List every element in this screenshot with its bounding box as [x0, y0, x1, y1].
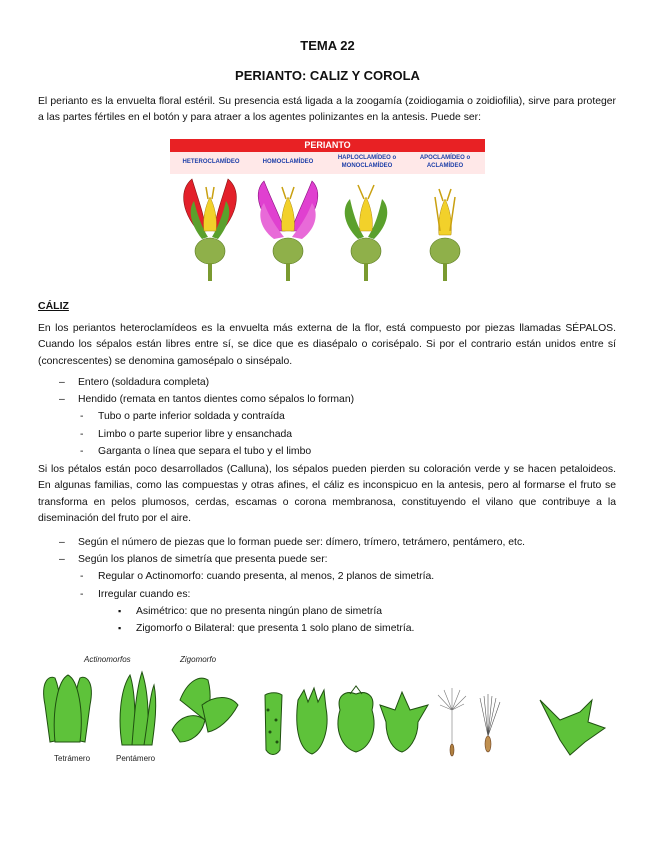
calyx-figure [40, 650, 620, 770]
perianth-figure [170, 139, 485, 287]
perianth-flowers-illustration [170, 139, 485, 287]
page-subtitle: PERIANTO: CALIZ Y COROLA [235, 68, 420, 83]
calyx-irregular [540, 700, 605, 755]
caption-pentamero: Pentámero [116, 754, 156, 763]
pappus-bristles [480, 694, 500, 752]
calyx-inflated [338, 686, 374, 752]
calyx-star [380, 692, 428, 752]
list-item: ▪ Zigomorfo o Bilateral: que presenta 1 solo plano de simetría. [38, 620, 525, 637]
calyx-illustrations [40, 650, 620, 770]
list-item: - Irregular cuando es: [38, 586, 525, 603]
list-item: – Entero (soldadura completa) [38, 374, 354, 391]
caliz-list-2 [38, 534, 525, 637]
perianth-banner: PERIANTO [170, 139, 485, 152]
label-zigomorfo: Zigomorfo [180, 655, 217, 664]
calyx-tube [265, 693, 282, 755]
intro-paragraph: El perianto es la envuelta floral estéril. Su presencia está ligada a la zoogamía (zoidiogamia o zoidiofilia), sirve para proteger a las partes fértiles en el botón y para atraer a los agentes polinizantes en la antesis. Puede ser: [38, 96, 616, 124]
flower-apoclamideo [430, 189, 460, 281]
flower-heteroclamideo [184, 179, 237, 281]
flower-haploclamideo [345, 185, 388, 281]
list-item: - Tubo o parte inferior soldada y contraída [38, 408, 354, 425]
calyx-toothed [297, 688, 327, 754]
calyx-zigomorfo [172, 678, 238, 742]
list-item: – Hendido (remata en tantos dientes como sépalos lo forman) [38, 391, 354, 408]
label-haploclamideo: HAPLOCLAMÍDEO o MONOCLAMÍDEO [337, 155, 397, 169]
list-item: ▪ Asimétrico: que no presenta ningún plano de simetría [38, 603, 525, 620]
list-item: – Según el número de piezas que lo forman puede ser: dímero, trímero, tetrámero, pentámero, etc. [38, 534, 525, 551]
calyx-tetramero [44, 675, 92, 742]
caliz-list-1 [38, 374, 354, 460]
caliz-paragraph-1: En los periantos heteroclamídeos es la envuelta más externa de la flor, está compuesto por piezas llamadas SÉPALOS. Cuando los sépalos están libres entre sí, se dice que es diasépalo o corisépalo. Si por el contrario están unidos entre sí (concrescentes) se denomina gamosépalo o sinsépalo. [38, 323, 616, 367]
label-apoclamideo: APOCLAMÍDEO o ACLAMÍDEO [419, 155, 471, 169]
label-homoclamideo: HOMOCLAMÍDEO [262, 159, 314, 165]
caliz-paragraph-2: Si los pétalos están poco desarrollados (Calluna), los sépalos pueden pierden su coloración verde y se hacen petaloideos. En algunas familias, como las compuestas y otras afines, el cáliz es inconspicuo en la antesis, pero al formarse el fruto se transforma en pelos plumosos, cerdas, escamas o corona membranosa, constituyendo el vilano que contribuye a la diseminación del fruto por el aire. [38, 464, 616, 525]
list-item: – Según los planos de simetría que presenta puede ser: [38, 551, 525, 568]
list-item: - Garganta o línea que separa el tubo y el limbo [38, 443, 354, 460]
pappus-plumose [438, 688, 466, 756]
list-item: - Limbo o parte superior libre y ensanchada [38, 426, 354, 443]
flower-homoclamideo [258, 181, 318, 281]
page-title: TEMA 22 [300, 38, 355, 53]
caliz-heading: CÁLIZ [38, 300, 69, 312]
label-actinomorfos: Actinomorfos [84, 655, 131, 664]
label-heteroclamideo: HETEROCLAMÍDEO [182, 159, 240, 165]
list-item: - Regular o Actinomorfo: cuando presenta, al menos, 2 planos de simetría. [38, 568, 525, 585]
calyx-pentamero [120, 672, 156, 745]
caption-tetramero: Tetrámero [54, 754, 91, 763]
